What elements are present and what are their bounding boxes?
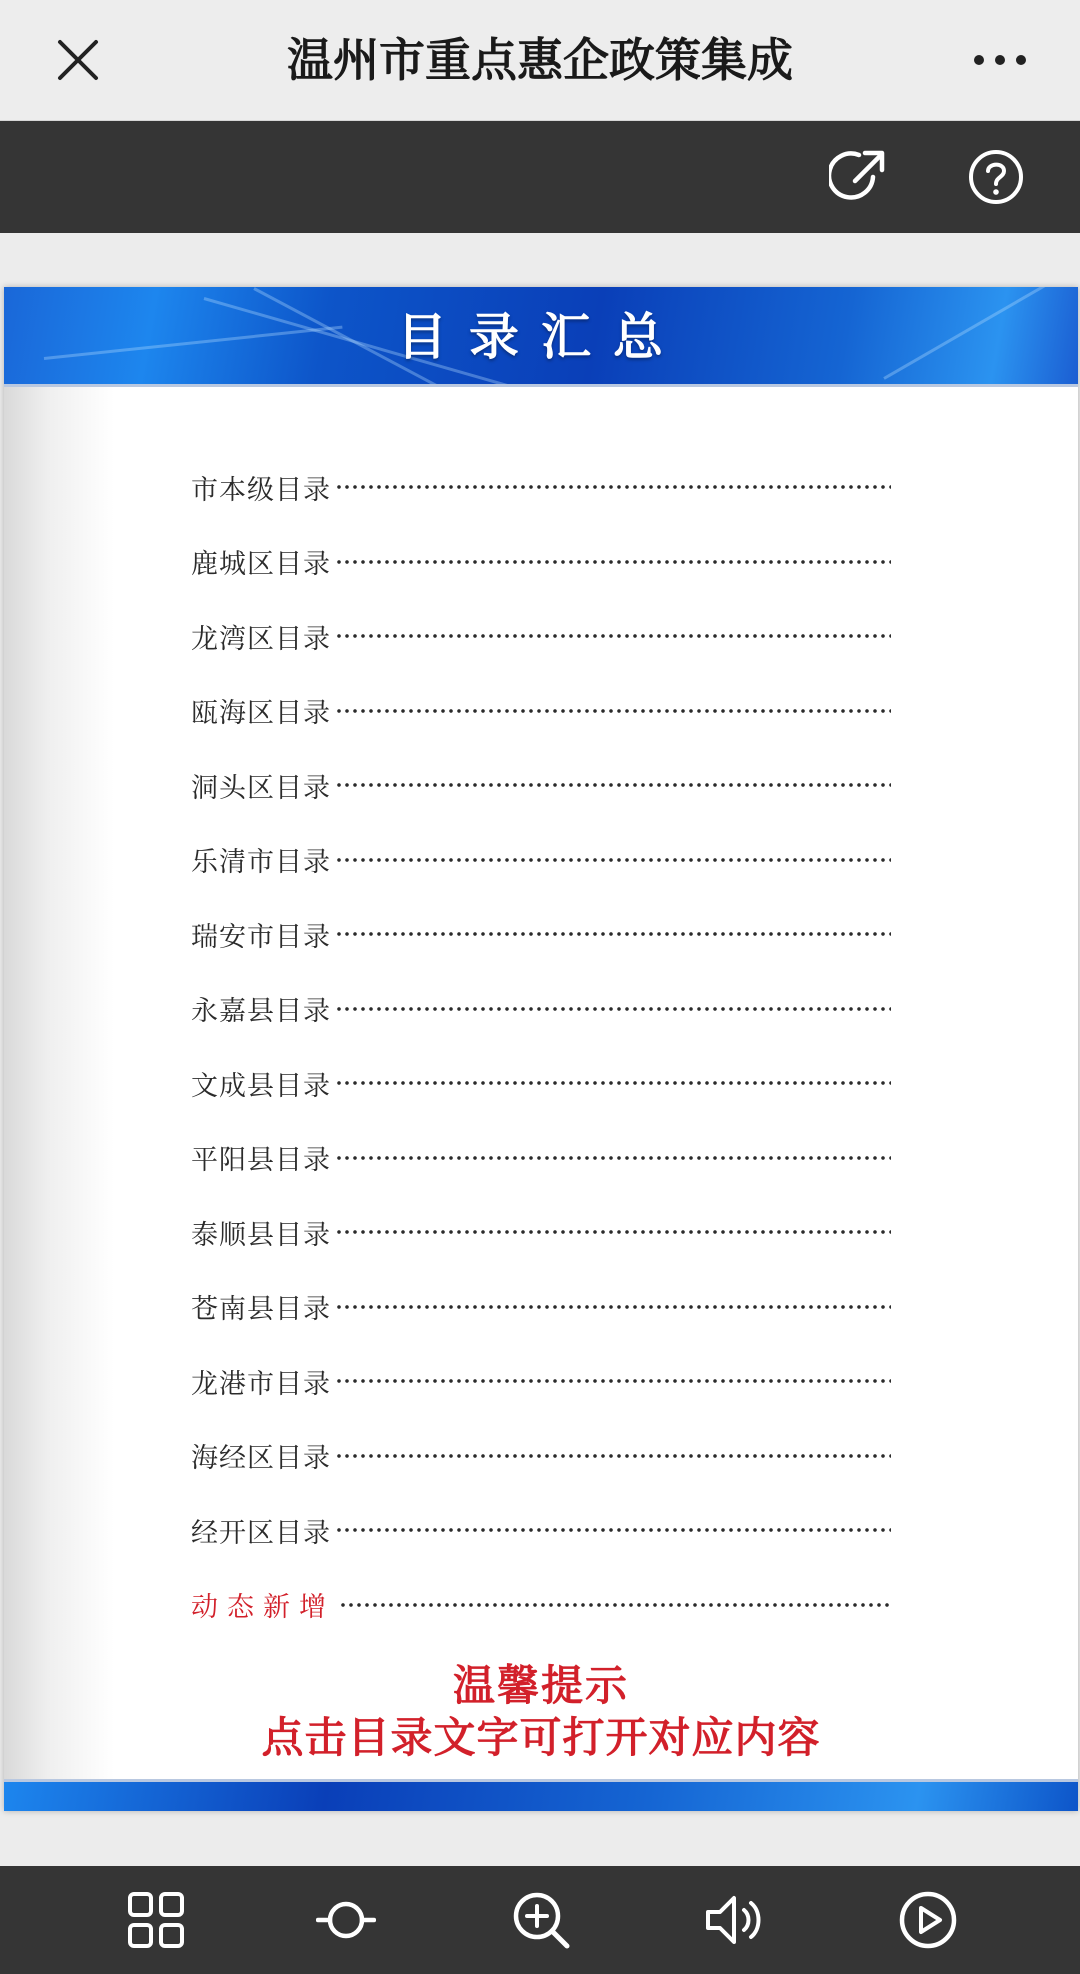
toc-leader-dots [335,1379,891,1383]
audio-button[interactable] [702,1888,766,1952]
toc-leader-dots [335,1156,891,1160]
toc-item[interactable] [191,835,891,885]
more-button[interactable] [960,35,1040,85]
page-shadow [4,287,114,1811]
toc-item[interactable] [191,1207,891,1257]
toc-item-label[interactable]: 龙湾区目录 [191,623,331,655]
toc-leader-dots [335,560,891,564]
toc-item[interactable] [191,462,891,512]
toc-item-label[interactable]: 海经区目录 [191,1443,331,1474]
toc-item-label[interactable]: 龙港市目录 [191,1368,331,1400]
toc-item-label[interactable]: 乐清市目录 [191,847,331,878]
toc-leader-dots [335,1305,891,1309]
toc-leader-dots [335,485,891,489]
toc-leader-dots [335,1454,891,1458]
zoom-in-button[interactable] [509,1888,573,1952]
page-bottom-band [4,1779,1078,1811]
toc-leader-dots [335,709,891,713]
toc-item-label[interactable]: 经开区目录 [191,1517,331,1549]
toc-item-label[interactable]: 瑞安市目录 [191,921,331,953]
toc-item-label[interactable]: 瓯海区目录 [191,698,331,729]
toc-item[interactable] [191,686,891,736]
banner-title: 目录汇总 [397,307,685,366]
toc-leader-dots [335,1007,891,1011]
share-icon [829,147,889,207]
toc-item[interactable] [191,1058,891,1108]
tip-title: 温馨提示 [452,1661,629,1710]
close-icon [56,38,100,82]
toc-leader-dots [335,634,891,638]
toc-item[interactable] [191,909,891,959]
title-bar [0,0,1080,121]
zoom-in-icon [511,1890,571,1950]
help-icon [966,147,1026,207]
toc-item[interactable] [191,760,891,810]
document-page [4,287,1078,1811]
toc-item[interactable] [191,1431,891,1481]
toc-item[interactable] [191,1505,891,1555]
toc-item[interactable] [191,1580,891,1630]
toc-leader-dots [335,858,891,862]
autoplay-button[interactable] [896,1888,960,1952]
share-button[interactable] [827,145,891,209]
fit-page-icon [316,1890,376,1950]
toc-leader-dots [335,1230,891,1234]
toc-item-label[interactable]: 动态新增 [191,1592,335,1623]
tip-body: 点击目录文字可打开对应内容 [261,1713,821,1762]
toc-item-label[interactable]: 洞头区目录 [191,772,331,804]
fit-page-button[interactable] [314,1888,378,1952]
toc-item[interactable] [191,611,891,661]
close-button[interactable] [48,30,108,90]
speaker-icon [704,1890,764,1950]
toc-leader-dots [335,1081,891,1085]
autoplay-icon [898,1890,958,1950]
toc-item-label[interactable]: 鹿城区目录 [191,549,331,580]
toc-leader-dots [335,1528,891,1532]
toc-leader-dots [335,932,891,936]
toc-item[interactable] [191,1282,891,1332]
bottom-toolbar [0,1866,1080,1974]
toc-item-label[interactable]: 永嘉县目录 [191,996,331,1027]
thumbnails-button[interactable] [124,1888,188,1952]
toc-item-label[interactable]: 文成县目录 [191,1070,331,1102]
page-title: 温州市重点惠企政策集成 [287,33,793,87]
viewer-toolbar [0,121,1080,233]
toc-item[interactable] [191,1133,891,1183]
toc-item-label[interactable]: 泰顺县目录 [191,1219,331,1251]
more-dots-icon [972,53,1028,67]
toc-item[interactable] [191,1356,891,1406]
thumbnails-grid-icon [127,1891,185,1949]
toc-item[interactable] [191,984,891,1034]
page-banner [4,287,1078,387]
toc-item-label[interactable]: 平阳县目录 [191,1145,331,1176]
toc-leader-dots [339,1603,891,1607]
help-button[interactable] [964,145,1028,209]
toc-item[interactable] [191,537,891,587]
toc-item-label[interactable]: 苍南县目录 [191,1294,331,1325]
toc-item-label[interactable]: 市本级目录 [191,474,331,506]
toc-leader-dots [335,783,891,787]
